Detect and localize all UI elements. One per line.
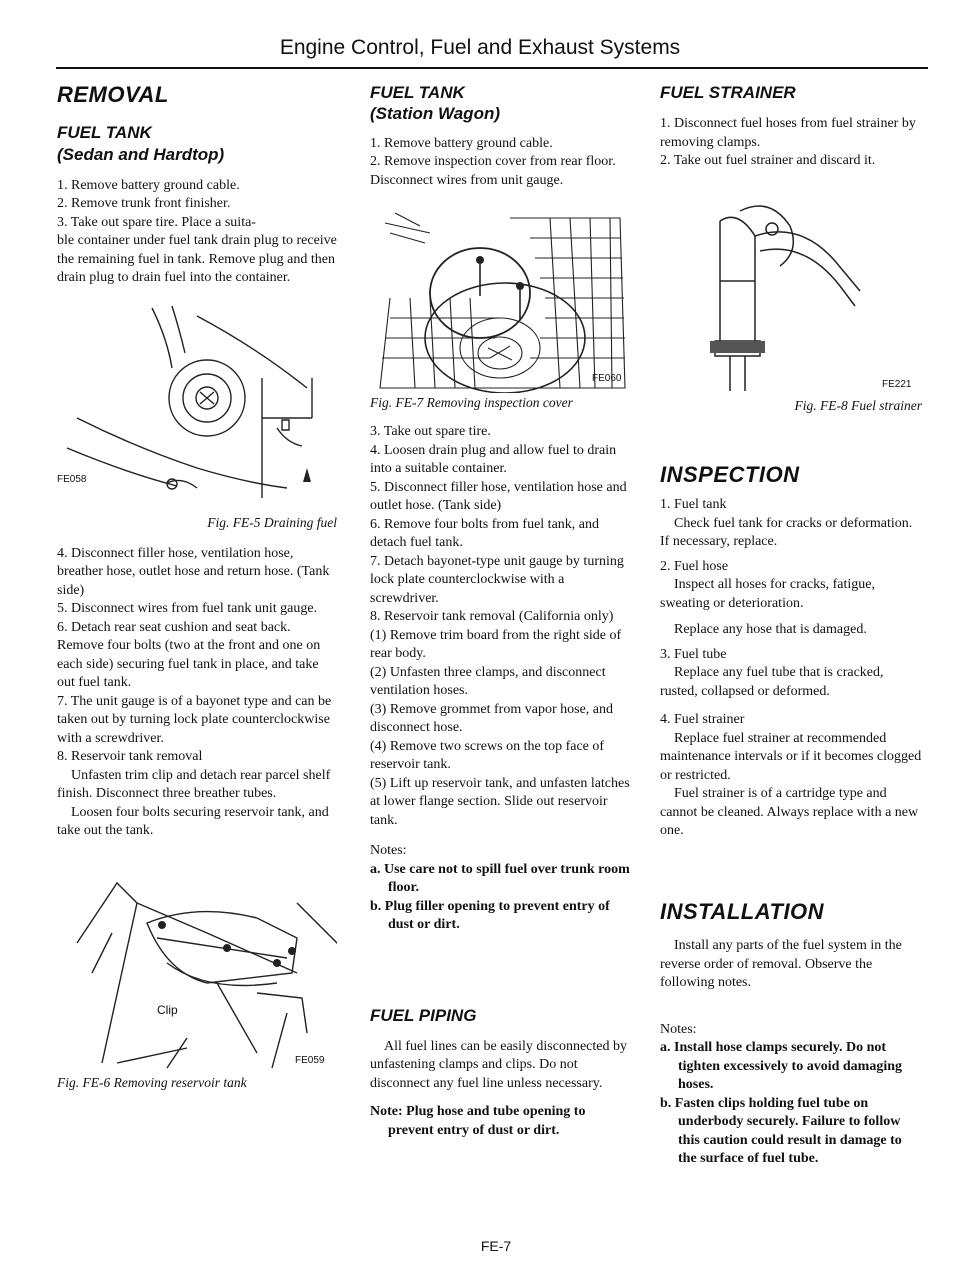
wagon-step-8: 8. Reservoir tank removal (California only) (370, 609, 614, 624)
step-4: 4. Disconnect filler hose, ventilation hose, breather hose, outlet hose and return hose. (Tank side) (57, 545, 330, 598)
inspection-2-text: Inspect all hoses for cracks, fatigue, sweating or deterioration. (660, 577, 875, 611)
page-number: FE-7 (480, 1238, 512, 1254)
column-right (660, 82, 922, 1169)
header-rule (56, 67, 928, 69)
wagon-substep-5: (5) Lift up reservoir tank, and unfasten latches at lower flange section. Slide out reservoir tank. (370, 775, 630, 828)
fig7-code: FE060 (592, 373, 622, 384)
step-8: 8. Reservoir tank removal (57, 749, 203, 765)
wagon-note-b: b. Plug filler opening to prevent entry of dust or dirt. (370, 898, 610, 932)
step-3: 3. Take out spare tire. Place a suita- (57, 214, 256, 230)
fig6-clip-label: Clip (157, 1002, 178, 1017)
wagon-substep-4: (4) Remove two screws on the top face of reservoir tank. (370, 738, 605, 772)
inspection-2-text-2: Replace any hose that is damaged. (674, 622, 867, 638)
fig8-caption (660, 398, 922, 414)
inspection-4-text-2: Fuel strainer is of a cartridge type and cannot be cleaned. Always replace with a new one. (660, 786, 919, 839)
fig5-caption (57, 515, 337, 531)
fig5-caption-text: Draining fuel (263, 514, 337, 530)
step-7: 7. The unit gauge is of a bayonet type and can be taken out by turning lock plate counterclockwise with a screwdriver. (57, 693, 332, 746)
fig8-caption-text: Fuel strainer (851, 397, 922, 413)
installation-note-b: b. Fasten clips holding fuel tube on underbody securely. Failure to follow this caution could result in damage to the surface of fuel tube. (660, 1095, 902, 1167)
step-8-para-1: Unfasten trim clip and detach rear parcel shelf finish. Disconnect three breather tubes. (57, 767, 331, 802)
inspection-4-text: Replace fuel strainer at recommended maintenance intervals or if it becomes clogged or restricted. (660, 730, 922, 783)
column-left (57, 82, 337, 1091)
wagon-step-6: 6. Remove four bolts from fuel tank, and detach fuel tank. (370, 516, 600, 550)
figure-fe-5 (57, 298, 337, 513)
page-header-title: Engine Control, Fuel and Exhaust Systems (279, 36, 681, 59)
wagon-step-3: 3. Take out spare tire. (370, 424, 491, 439)
inspection-cover-illustration (370, 198, 632, 393)
inspection-heading: INSPECTION (660, 461, 800, 487)
figure-fe-6 (57, 863, 337, 1073)
removal-heading: REMOVAL (57, 82, 169, 107)
step-5: 5. Disconnect wires from fuel tank unit gauge. (57, 601, 318, 617)
fuel-piping-note: Note: Plug hose and tube opening to prevent entry of dust or dirt. (370, 1104, 586, 1138)
strainer-step-2: 2. Take out fuel strainer and discard it. (660, 153, 876, 169)
fuel-piping-heading: FUEL PIPING (370, 1005, 477, 1025)
arrow-icon (303, 468, 311, 482)
step-2: 2. Remove trunk front finisher. (57, 196, 231, 212)
station-wagon-heading: (Station Wagon) (370, 104, 500, 124)
fig5-caption-label: Fig. FE-5 (207, 514, 261, 530)
fig8-code: FE221 (882, 378, 912, 390)
inspection-1-title: 1. Fuel tank (660, 497, 727, 513)
reservoir-tank-illustration (57, 863, 337, 1073)
figure-fe-7 (370, 198, 632, 393)
step-6: 6. Detach rear seat cushion and seat back. Remove four bolts (two at the front and one on each side) securing fuel tank in place, and take out fuel tank. (57, 619, 321, 691)
wagon-substep-3: (3) Remove grommet from vapor hose, and disconnect hose. (370, 701, 613, 735)
installation-heading: INSTALLATION (660, 898, 825, 924)
fig8-caption-label: Fig. FE-8 (794, 397, 848, 413)
fig7-caption (370, 395, 632, 411)
sedan-hardtop-heading: (Sedan and Hardtop) (57, 144, 225, 164)
inspection-4-title: 4. Fuel strainer (660, 712, 745, 728)
fig6-caption-text: Removing reservoir tank (113, 1074, 247, 1090)
fig6-caption (57, 1075, 337, 1091)
fig7-caption-text: Removing inspection cover (426, 395, 573, 410)
step-1: 1. Remove battery ground cable. (57, 177, 240, 193)
wagon-step-1: 1. Remove battery ground cable. (370, 135, 553, 151)
fuel-strainer-heading: FUEL STRAINER (660, 83, 796, 102)
wagon-step-2: 2. Remove inspection cover from rear floor. Disconnect wires from unit gauge. (370, 154, 616, 188)
fuel-tank-wagon-heading: FUEL TANK (370, 83, 465, 102)
wagon-substep-2: (2) Unfasten three clamps, and disconnect ventilation hoses. (370, 664, 606, 698)
figure-fe-8 (660, 181, 922, 396)
step-3-continued: ble container under fuel tank drain plug to receive the remaining fuel in tank. Remove plug and then drain plug to drain fuel into the container. (57, 233, 337, 286)
inspection-2-title: 2. Fuel hose (660, 558, 729, 574)
fig7-caption-label: Fig. FE-7 (370, 395, 424, 410)
fuel-strainer-illustration (660, 181, 922, 396)
wagon-step-7: 7. Detach bayonet-type unit gauge by turning lock plate counterclockwise with a screwdriver. (370, 553, 624, 606)
fig5-code: FE058 (57, 473, 87, 485)
installation-text: Install any parts of the fuel system in the reverse order of removal. Observe the following notes. (660, 938, 902, 991)
inspection-1-text: Check fuel tank for cracks or deformation. If necessary, replace. (660, 515, 913, 550)
wagon-substep-1: (1) Remove trim board from the right side of rear body. (370, 627, 622, 661)
fig6-caption-label: Fig. FE-6 (57, 1074, 111, 1090)
wagon-note-a: a. Use care not to spill fuel over trunk room floor. (370, 861, 630, 895)
draining-fuel-illustration (57, 298, 337, 513)
inspection-3-title: 3. Fuel tube (660, 646, 727, 662)
wagon-notes-title: Notes: (370, 843, 407, 858)
installation-notes-title: Notes: (660, 1021, 697, 1037)
inspection-3-text: Replace any fuel tube that is cracked, rusted, collapsed or deformed. (660, 665, 884, 699)
strainer-step-1: 1. Disconnect fuel hoses from fuel strainer by removing clamps. (660, 116, 916, 150)
fuel-tank-heading: FUEL TANK (57, 123, 152, 143)
wagon-step-5: 5. Disconnect filler hose, ventilation hose and outlet hose. (Tank side) (370, 479, 627, 513)
fuel-piping-text: All fuel lines can be easily disconnected by unfastening clamps and clips. Do not disconnect any fuel line unless necessary. (370, 1038, 627, 1091)
installation-note-a: a. Install hose clamps securely. Do not tighten excessively to avoid damaging hoses. (660, 1040, 902, 1093)
fig6-code: FE059 (295, 1054, 325, 1066)
wagon-step-4: 4. Loosen drain plug and allow fuel to drain into a suitable container. (370, 442, 617, 476)
column-middle (370, 82, 632, 1140)
step-8-para-2: Loosen four bolts securing reservoir tank, and take out the tank. (57, 804, 329, 839)
